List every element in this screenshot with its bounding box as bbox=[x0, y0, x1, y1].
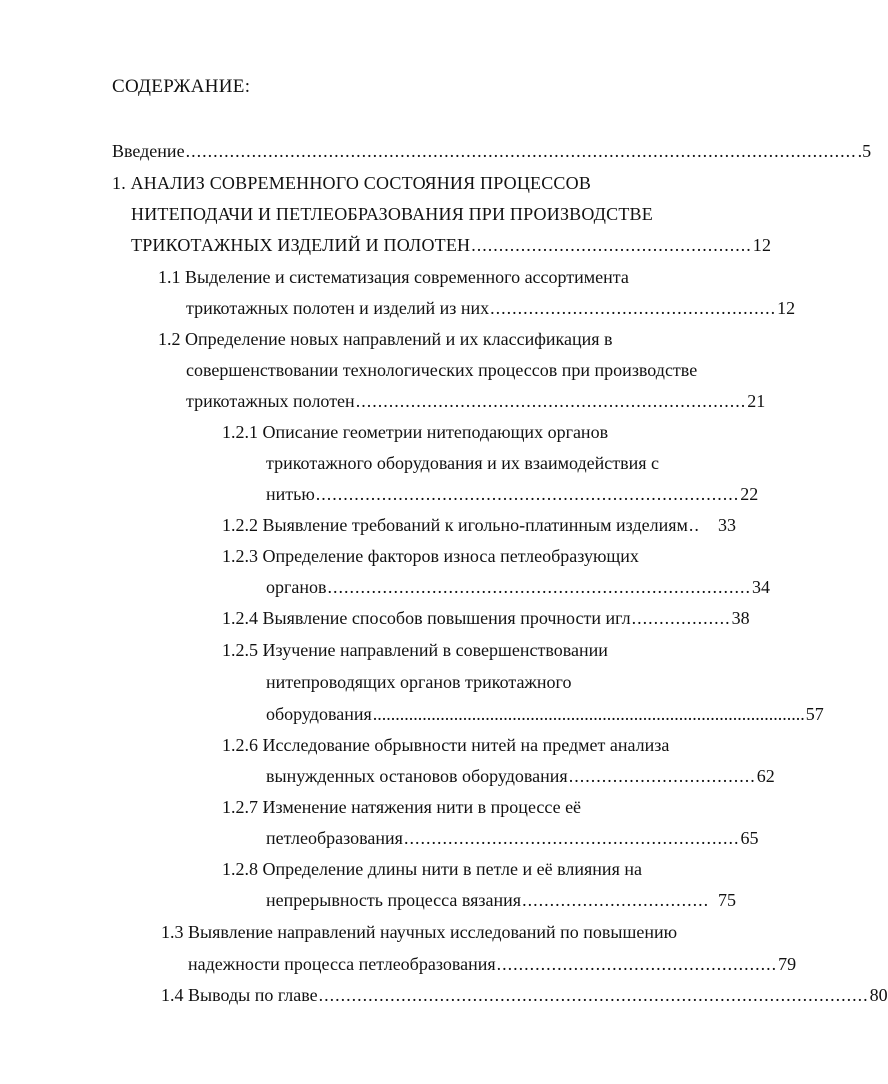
toc-entry-title: 1.3 Выявление направлений научных исследований по повышению bbox=[161, 922, 678, 942]
toc-section-1-2-5-line-1[interactable] bbox=[222, 637, 608, 663]
toc-entry-title: 1.2 Определение новых направлений и их классификация в bbox=[158, 329, 613, 349]
toc-entry-title: трикотажных полотен bbox=[186, 391, 355, 411]
toc-entry-title: 1.1 Выделение и систематизация современного ассортимента bbox=[158, 267, 629, 287]
dot-leader: ............................................................. bbox=[403, 828, 740, 848]
toc-section-1-3-line-2[interactable] bbox=[188, 951, 797, 977]
toc-section-1-4[interactable] bbox=[161, 982, 888, 1008]
page-number: 62 bbox=[756, 766, 775, 786]
toc-entry-title: оборудования bbox=[266, 704, 372, 724]
toc-section-1-2-1-line-1[interactable] bbox=[222, 419, 608, 445]
page-number: 80 bbox=[869, 985, 888, 1005]
toc-entry-title: непрерывность процесса вязания bbox=[266, 890, 522, 910]
dot-leader: .................................. bbox=[522, 890, 710, 910]
toc-entry-title: трикотажного оборудования и их взаимодействия с bbox=[266, 453, 660, 473]
toc-section-1-1-line-2[interactable] bbox=[186, 295, 796, 321]
toc-entry-title: органов bbox=[266, 577, 327, 597]
toc-chapter-1-line-1[interactable] bbox=[112, 170, 591, 196]
toc-section-1-2-3-line-1[interactable] bbox=[222, 543, 639, 569]
dot-leader: ....................................................................... bbox=[355, 391, 747, 411]
dot-leader: ................................................................................................ bbox=[372, 704, 805, 724]
page-number: 21 bbox=[747, 391, 766, 411]
toc-entry-title: НИТЕПОДАЧИ И ПЕТЛЕОБРАЗОВАНИЯ ПРИ ПРОИЗВОДСТВЕ bbox=[131, 204, 653, 224]
dot-leader: ............................................................................. bbox=[327, 577, 752, 597]
toc-section-1-2-7-line-1[interactable] bbox=[222, 794, 581, 820]
toc-entry-title: трикотажных полотен и изделий из них bbox=[186, 298, 490, 318]
toc-entry-title: петлеобразования bbox=[266, 828, 403, 848]
toc-section-1-2-7-line-2[interactable] bbox=[266, 825, 759, 851]
toc-section-1-2-2[interactable] bbox=[222, 512, 736, 538]
toc-section-1-2-line-1[interactable] bbox=[158, 326, 613, 352]
contents-heading: СОДЕРЖАНИЕ: bbox=[112, 76, 251, 97]
dot-leader: ................................................... bbox=[496, 954, 778, 974]
toc-section-1-2-6-line-2[interactable] bbox=[266, 763, 775, 789]
page-number: 38 bbox=[731, 608, 750, 628]
toc-entry-title: Введение bbox=[112, 141, 185, 161]
toc-section-1-2-5-line-2[interactable] bbox=[266, 669, 571, 695]
dot-leader: .................. bbox=[631, 608, 731, 628]
toc-section-1-1-line-1[interactable] bbox=[158, 264, 629, 290]
page-number: .5 bbox=[857, 141, 872, 161]
toc-entry-title: совершенствовании технологических процессов при производстве bbox=[186, 360, 698, 380]
page-number: 12 bbox=[777, 298, 796, 318]
toc-entry-title: 1.2.1 Описание геометрии нитеподающих органов bbox=[222, 422, 609, 442]
toc-entry-title: 1.4 Выводы по главе bbox=[161, 985, 318, 1005]
toc-entry-title: вынужденных остановов оборудования bbox=[266, 766, 568, 786]
toc-section-1-2-4[interactable] bbox=[222, 605, 750, 631]
dot-leader: .................................. bbox=[568, 766, 756, 786]
page-number: 79 bbox=[778, 954, 797, 974]
toc-entry-title: 1.2.7 Изменение натяжения нити в процессе её bbox=[222, 797, 582, 817]
dot-leader: .................................................... bbox=[490, 298, 777, 318]
dot-leader: ................................................... bbox=[471, 235, 752, 255]
toc-entry-title: 1.2.4 Выявление способов повышения прочности игл bbox=[222, 608, 631, 628]
toc-section-1-2-8-line-1[interactable] bbox=[222, 856, 642, 882]
page-number: 12 bbox=[752, 235, 772, 255]
toc-entry-title: 1.2.8 Определение длины нити в петле и её влияния на bbox=[222, 859, 642, 879]
toc-entry-title: 1.2.2 Выявление требований к игольно-платинным изделиям bbox=[222, 515, 688, 535]
dot-leader: .......................................................................................................................... bbox=[185, 141, 857, 161]
toc-section-1-2-8-line-2[interactable] bbox=[266, 887, 736, 913]
dot-leader: .. bbox=[688, 515, 700, 535]
toc-entry-title: надежности процесса петлеобразования bbox=[188, 954, 496, 974]
toc-section-1-2-line-3[interactable] bbox=[186, 388, 766, 414]
page-number: 33 bbox=[718, 515, 736, 535]
toc-entry-title: 1.2.5 Изучение направлений в совершенствовании bbox=[222, 640, 608, 660]
toc-entry-title: нитью bbox=[266, 484, 315, 504]
toc-chapter-1-line-3[interactable] bbox=[131, 232, 772, 258]
toc-entry-title: 1.2.6 Исследование обрывности нитей на предмет анализа bbox=[222, 735, 670, 755]
toc-section-1-2-3-line-2[interactable] bbox=[266, 574, 771, 600]
page-number: 65 bbox=[740, 828, 759, 848]
toc-section-1-2-5-line-3[interactable] bbox=[266, 701, 824, 727]
toc-section-1-3-line-1[interactable] bbox=[161, 919, 677, 945]
toc-entry-introduction[interactable] bbox=[112, 138, 872, 164]
dot-leader: .................................................................................................... bbox=[318, 985, 869, 1005]
toc-section-1-2-6-line-1[interactable] bbox=[222, 732, 669, 758]
toc-entry-title: нитепроводящих органов трикотажного bbox=[266, 672, 572, 692]
toc-entry-title: 1.2.3 Определение факторов износа петлеобразующих bbox=[222, 546, 639, 566]
page-number: 22 bbox=[740, 484, 759, 504]
toc-section-1-2-1-line-3[interactable] bbox=[266, 481, 759, 507]
page-number: 75 bbox=[718, 890, 736, 910]
toc-section-1-2-line-2[interactable] bbox=[186, 357, 697, 383]
page-number: 57 bbox=[805, 704, 824, 724]
toc-entry-title: 1. АНАЛИЗ СОВРЕМЕННОГО СОСТОЯНИЯ ПРОЦЕССОВ bbox=[112, 173, 592, 193]
toc-chapter-1-line-2[interactable] bbox=[131, 201, 653, 227]
toc-entry-title: ТРИКОТАЖНЫХ ИЗДЕЛИЙ И ПОЛОТЕН bbox=[131, 235, 471, 255]
page-number: 34 bbox=[752, 577, 771, 597]
toc-section-1-2-1-line-2[interactable] bbox=[266, 450, 659, 476]
dot-leader: ............................................................................. bbox=[315, 484, 740, 504]
